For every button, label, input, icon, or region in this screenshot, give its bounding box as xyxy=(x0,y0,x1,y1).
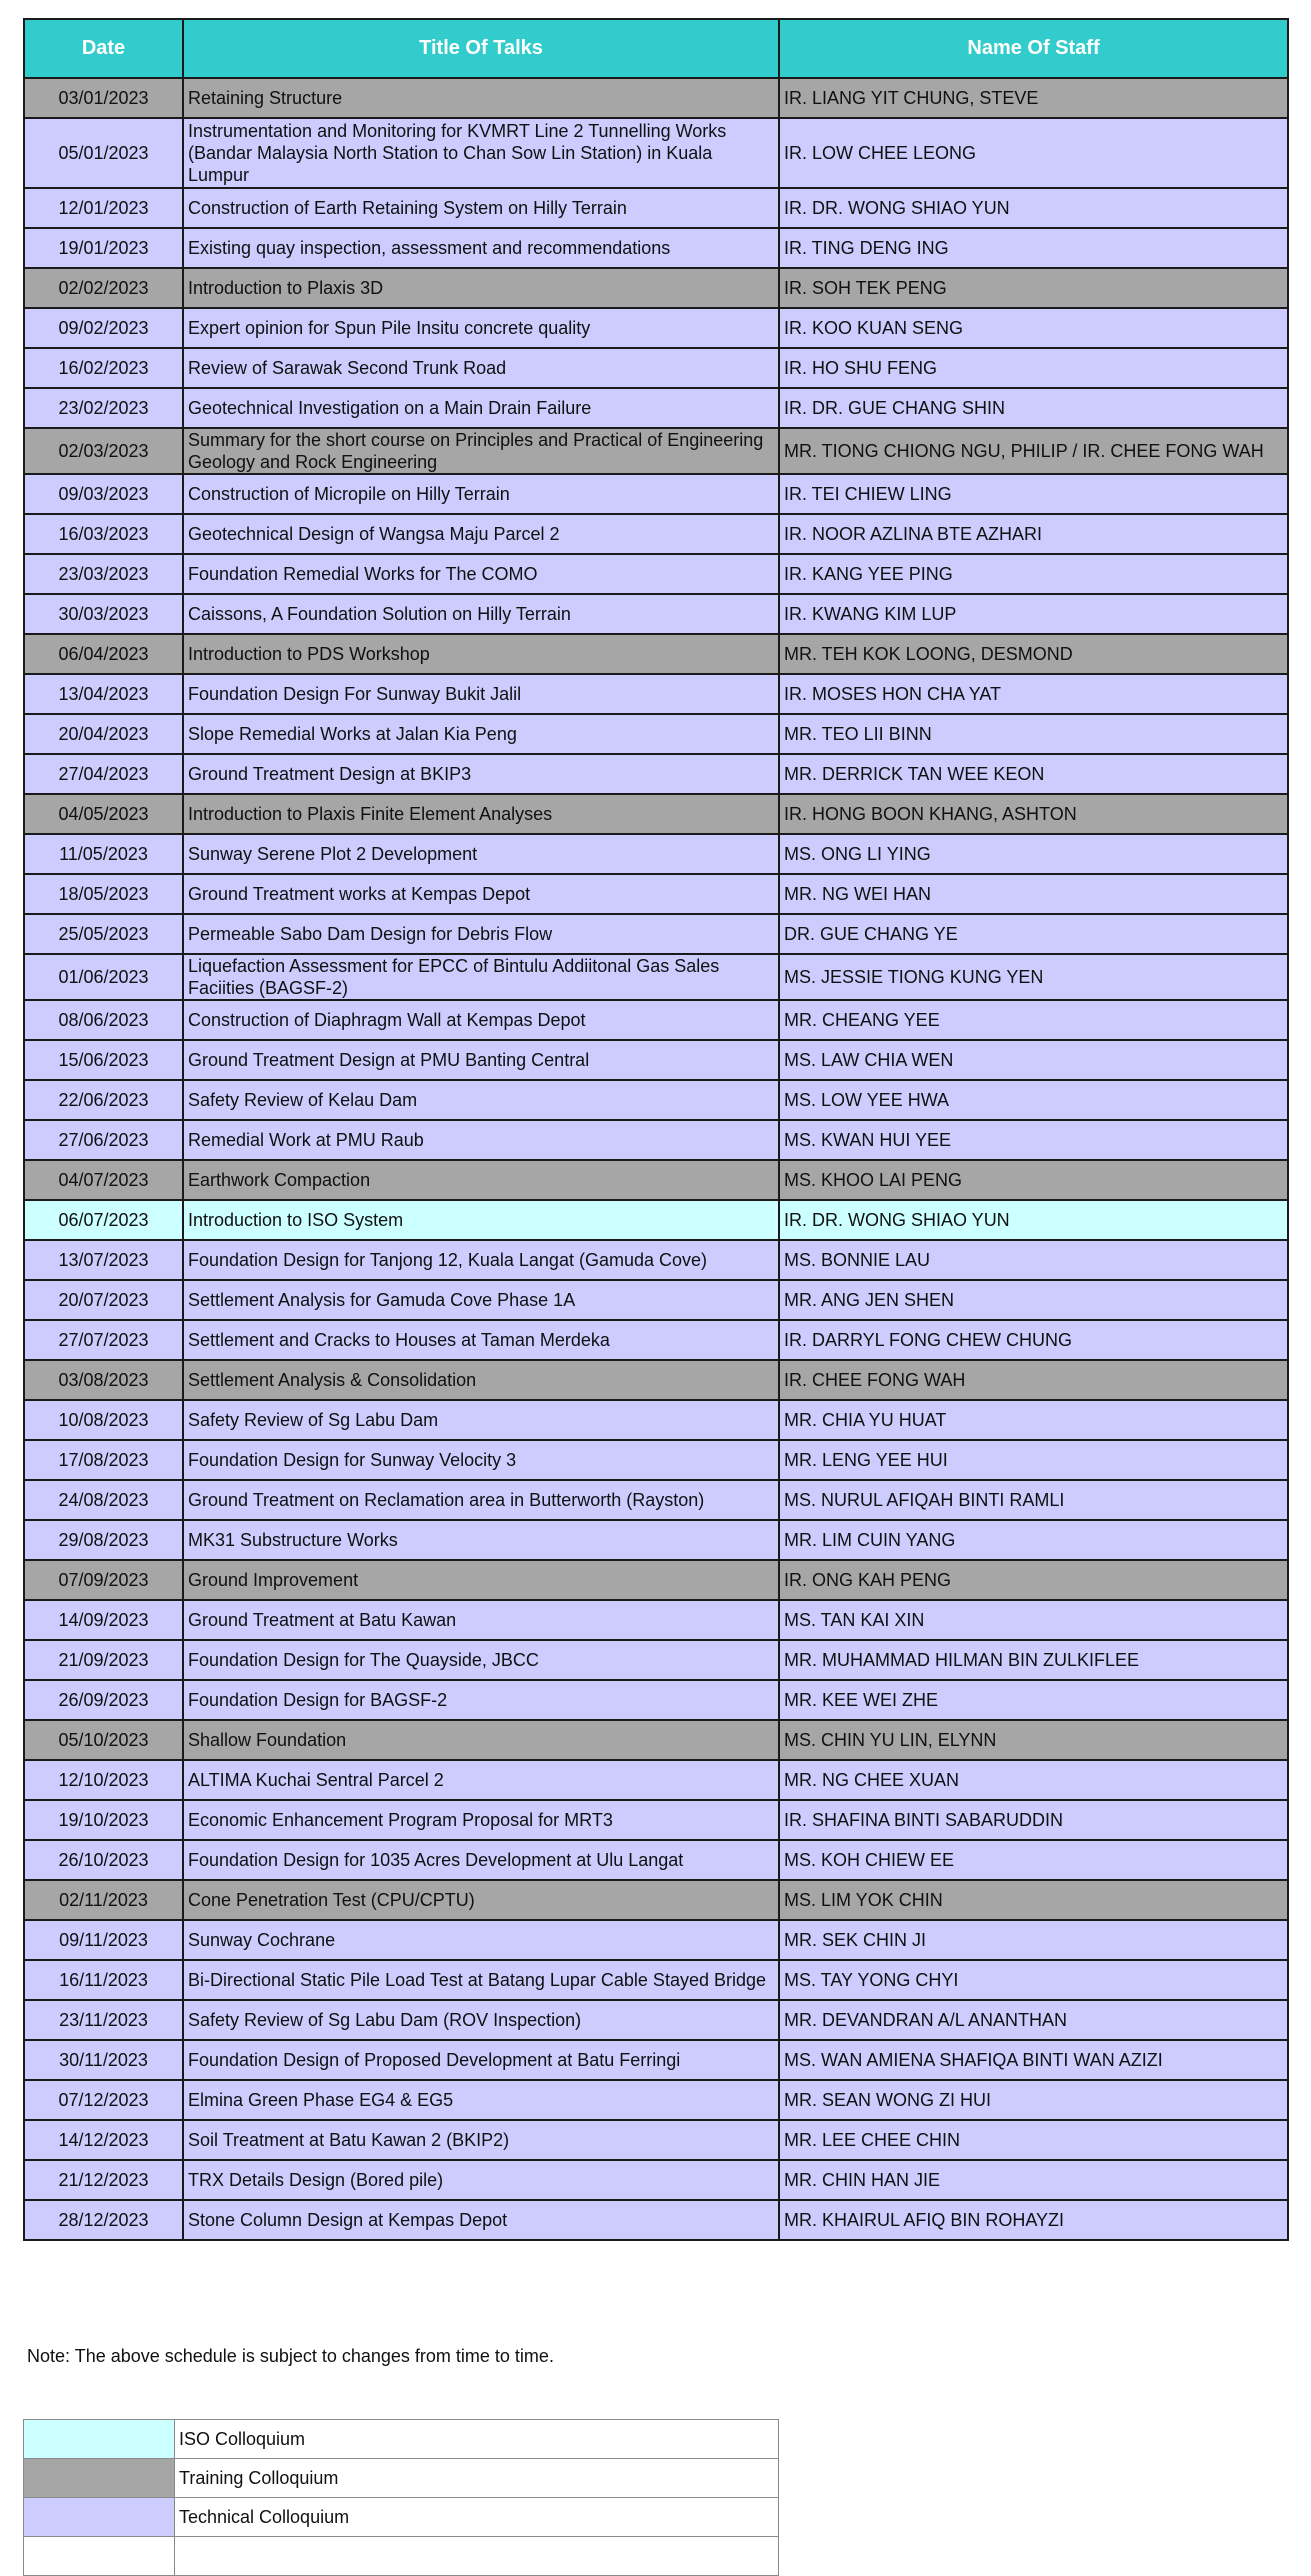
title-cell: Remedial Work at PMU Raub xyxy=(183,1120,779,1160)
date-cell: 27/06/2023 xyxy=(24,1120,183,1160)
table-row xyxy=(24,78,1288,118)
date-cell: 05/10/2023 xyxy=(24,1720,183,1760)
staff-cell: IR. DR. WONG SHIAO YUN xyxy=(779,1200,1288,1240)
date-cell: 16/11/2023 xyxy=(24,1960,183,2000)
title-cell: Introduction to PDS Workshop xyxy=(183,634,779,674)
date-cell: 13/07/2023 xyxy=(24,1240,183,1280)
table-row xyxy=(24,1600,1288,1640)
table-row xyxy=(24,1920,1288,1960)
staff-cell: MR. NG WEI HAN xyxy=(779,874,1288,914)
title-cell: Stone Column Design at Kempas Depot xyxy=(183,2200,779,2240)
date-cell: 07/09/2023 xyxy=(24,1560,183,1600)
table-row xyxy=(24,1080,1288,1120)
table-row xyxy=(24,1320,1288,1360)
title-cell: Caissons, A Foundation Solution on Hilly Terrain xyxy=(183,594,779,634)
table-row xyxy=(24,594,1288,634)
staff-cell: IR. KANG YEE PING xyxy=(779,554,1288,594)
legend-swatch-iso xyxy=(24,2420,175,2459)
date-cell: 07/12/2023 xyxy=(24,2080,183,2120)
title-cell: Slope Remedial Works at Jalan Kia Peng xyxy=(183,714,779,754)
table-row xyxy=(24,2120,1288,2160)
date-cell: 02/11/2023 xyxy=(24,1880,183,1920)
staff-cell: IR. MOSES HON CHA YAT xyxy=(779,674,1288,714)
schedule-note: Note: The above schedule is subject to changes from time to time. xyxy=(27,2346,554,2366)
date-cell: 20/07/2023 xyxy=(24,1280,183,1320)
staff-cell: MR. CHIA YU HUAT xyxy=(779,1400,1288,1440)
staff-header: Name Of Staff xyxy=(779,19,1288,78)
staff-cell: IR. SOH TEK PENG xyxy=(779,268,1288,308)
date-cell: 21/09/2023 xyxy=(24,1640,183,1680)
date-cell: 28/12/2023 xyxy=(24,2200,183,2240)
date-cell: 17/08/2023 xyxy=(24,1440,183,1480)
legend-label: Technical Colloquium xyxy=(175,2498,779,2537)
table-row xyxy=(24,954,1288,1000)
title-cell: Instrumentation and Monitoring for KVMRT Line 2 Tunnelling Works (Bandar Malaysia North Station to Chan Sow Lin Station) in Kuala Lumpur xyxy=(183,118,779,188)
title-cell: Economic Enhancement Program Proposal for MRT3 xyxy=(183,1800,779,1840)
staff-cell: IR. LOW CHEE LEONG xyxy=(779,118,1288,188)
title-cell: Sunway Cochrane xyxy=(183,1920,779,1960)
staff-cell: MS. LAW CHIA WEN xyxy=(779,1040,1288,1080)
date-cell: 23/02/2023 xyxy=(24,388,183,428)
staff-cell: MR. DEVANDRAN A/L ANANTHAN xyxy=(779,2000,1288,2040)
table-row xyxy=(24,1560,1288,1600)
title-cell: Permeable Sabo Dam Design for Debris Flow xyxy=(183,914,779,954)
table-row xyxy=(24,2200,1288,2240)
title-cell: Foundation Design of Proposed Development at Batu Ferringi xyxy=(183,2040,779,2080)
table-row xyxy=(24,1360,1288,1400)
title-cell: Shallow Foundation xyxy=(183,1720,779,1760)
staff-cell: MS. CHIN YU LIN, ELYNN xyxy=(779,1720,1288,1760)
table-row xyxy=(24,1440,1288,1480)
table-row xyxy=(24,188,1288,228)
table-row xyxy=(24,794,1288,834)
date-cell: 29/08/2023 xyxy=(24,1520,183,1560)
date-cell: 14/09/2023 xyxy=(24,1600,183,1640)
legend-swatch-empty xyxy=(24,2537,175,2576)
schedule-table xyxy=(23,18,1289,2241)
header-row xyxy=(24,19,1288,78)
legend-label: Training Colloquium xyxy=(175,2459,779,2498)
table-row xyxy=(24,2040,1288,2080)
title-cell: Foundation Design for Sunway Velocity 3 xyxy=(183,1440,779,1480)
title-cell: Foundation Design for The Quayside, JBCC xyxy=(183,1640,779,1680)
date-cell: 27/04/2023 xyxy=(24,754,183,794)
date-cell: 03/08/2023 xyxy=(24,1360,183,1400)
title-cell: Ground Improvement xyxy=(183,1560,779,1600)
staff-cell: MS. KOH CHIEW EE xyxy=(779,1840,1288,1880)
table-row xyxy=(24,1960,1288,2000)
title-cell: Construction of Earth Retaining System on Hilly Terrain xyxy=(183,188,779,228)
table-row xyxy=(24,1280,1288,1320)
title-cell: Ground Treatment Design at BKIP3 xyxy=(183,754,779,794)
staff-cell: MR. DERRICK TAN WEE KEON xyxy=(779,754,1288,794)
date-cell: 05/01/2023 xyxy=(24,118,183,188)
staff-cell: MR. LENG YEE HUI xyxy=(779,1440,1288,1480)
legend-swatch-training xyxy=(24,2459,175,2498)
title-cell: Safety Review of Kelau Dam xyxy=(183,1080,779,1120)
staff-cell: MR. LEE CHEE CHIN xyxy=(779,2120,1288,2160)
table-row xyxy=(24,1520,1288,1560)
date-cell: 25/05/2023 xyxy=(24,914,183,954)
table-row xyxy=(24,1040,1288,1080)
table-row xyxy=(24,268,1288,308)
date-cell: 09/02/2023 xyxy=(24,308,183,348)
table-row xyxy=(24,474,1288,514)
title-cell: Expert opinion for Spun Pile Insitu concrete quality xyxy=(183,308,779,348)
date-cell: 20/04/2023 xyxy=(24,714,183,754)
date-cell: 08/06/2023 xyxy=(24,1000,183,1040)
table-row xyxy=(24,874,1288,914)
title-cell: Ground Treatment works at Kempas Depot xyxy=(183,874,779,914)
schedule-body xyxy=(24,78,1288,2240)
title-cell: Retaining Structure xyxy=(183,78,779,118)
table-row xyxy=(24,1640,1288,1680)
legend-label-empty xyxy=(175,2537,779,2576)
legend-row-empty xyxy=(24,2537,779,2576)
staff-cell: MR. TEO LII BINN xyxy=(779,714,1288,754)
table-row xyxy=(24,1880,1288,1920)
date-cell: 22/06/2023 xyxy=(24,1080,183,1120)
table-row xyxy=(24,1000,1288,1040)
table-row xyxy=(24,1760,1288,1800)
date-cell: 21/12/2023 xyxy=(24,2160,183,2200)
staff-cell: MR. TEH KOK LOONG, DESMOND xyxy=(779,634,1288,674)
staff-cell: MS. KHOO LAI PENG xyxy=(779,1160,1288,1200)
title-cell: Ground Treatment at Batu Kawan xyxy=(183,1600,779,1640)
staff-cell: MR. SEK CHIN JI xyxy=(779,1920,1288,1960)
staff-cell: IR. HONG BOON KHANG, ASHTON xyxy=(779,794,1288,834)
staff-cell: MS. BONNIE LAU xyxy=(779,1240,1288,1280)
date-cell: 03/01/2023 xyxy=(24,78,183,118)
staff-cell: IR. DARRYL FONG CHEW CHUNG xyxy=(779,1320,1288,1360)
staff-cell: MS. TAN KAI XIN xyxy=(779,1600,1288,1640)
table-row xyxy=(24,1680,1288,1720)
staff-cell: IR. CHEE FONG WAH xyxy=(779,1360,1288,1400)
date-cell: 11/05/2023 xyxy=(24,834,183,874)
staff-cell: MS. NURUL AFIQAH BINTI RAMLI xyxy=(779,1480,1288,1520)
date-cell: 23/11/2023 xyxy=(24,2000,183,2040)
title-cell: Cone Penetration Test (CPU/CPTU) xyxy=(183,1880,779,1920)
date-cell: 18/05/2023 xyxy=(24,874,183,914)
staff-cell: IR. DR. WONG SHIAO YUN xyxy=(779,188,1288,228)
table-row xyxy=(24,1200,1288,1240)
date-cell: 01/06/2023 xyxy=(24,954,183,1000)
title-cell: Sunway Serene Plot 2 Development xyxy=(183,834,779,874)
date-cell: 12/01/2023 xyxy=(24,188,183,228)
staff-cell: MR. LIM CUIN YANG xyxy=(779,1520,1288,1560)
staff-cell: MR. CHIN HAN JIE xyxy=(779,2160,1288,2200)
table-row xyxy=(24,1400,1288,1440)
date-cell: 06/04/2023 xyxy=(24,634,183,674)
title-cell: Soil Treatment at Batu Kawan 2 (BKIP2) xyxy=(183,2120,779,2160)
date-header: Date xyxy=(24,19,183,78)
staff-cell: MS. ONG LI YING xyxy=(779,834,1288,874)
table-row xyxy=(24,634,1288,674)
table-row xyxy=(24,2000,1288,2040)
title-header: Title Of Talks xyxy=(183,19,779,78)
table-row xyxy=(24,428,1288,474)
staff-cell: IR. TING DENG ING xyxy=(779,228,1288,268)
title-cell: Foundation Remedial Works for The COMO xyxy=(183,554,779,594)
staff-cell: MR. CHEANG YEE xyxy=(779,1000,1288,1040)
date-cell: 15/06/2023 xyxy=(24,1040,183,1080)
legend-label: ISO Colloquium xyxy=(175,2420,779,2459)
date-cell: 13/04/2023 xyxy=(24,674,183,714)
table-row xyxy=(24,348,1288,388)
title-cell: Ground Treatment on Reclamation area in Butterworth (Rayston) xyxy=(183,1480,779,1520)
legend-table xyxy=(23,2419,779,2576)
table-row xyxy=(24,1840,1288,1880)
legend-row xyxy=(24,2498,779,2537)
table-row xyxy=(24,1800,1288,1840)
table-row xyxy=(24,228,1288,268)
staff-cell: MR. NG CHEE XUAN xyxy=(779,1760,1288,1800)
title-cell: Foundation Design for 1035 Acres Development at Ulu Langat xyxy=(183,1840,779,1880)
title-cell: Existing quay inspection, assessment and recommendations xyxy=(183,228,779,268)
legend-row xyxy=(24,2459,779,2498)
staff-cell: IR. KOO KUAN SENG xyxy=(779,308,1288,348)
date-cell: 02/02/2023 xyxy=(24,268,183,308)
title-cell: Settlement Analysis for Gamuda Cove Phase 1A xyxy=(183,1280,779,1320)
title-cell: Liquefaction Assessment for EPCC of Bintulu Addiitonal Gas Sales Faciities (BAGSF-2) xyxy=(183,954,779,1000)
date-cell: 26/10/2023 xyxy=(24,1840,183,1880)
table-row xyxy=(24,1720,1288,1760)
staff-cell: MR. MUHAMMAD HILMAN BIN ZULKIFLEE xyxy=(779,1640,1288,1680)
table-row xyxy=(24,674,1288,714)
title-cell: Safety Review of Sg Labu Dam (ROV Inspection) xyxy=(183,2000,779,2040)
table-row xyxy=(24,1120,1288,1160)
title-cell: TRX Details Design (Bored pile) xyxy=(183,2160,779,2200)
date-cell: 26/09/2023 xyxy=(24,1680,183,1720)
date-cell: 14/12/2023 xyxy=(24,2120,183,2160)
staff-cell: MR. SEAN WONG ZI HUI xyxy=(779,2080,1288,2120)
staff-cell: MR. TIONG CHIONG NGU, PHILIP / IR. CHEE FONG WAH xyxy=(779,428,1288,474)
table-row xyxy=(24,388,1288,428)
title-cell: Ground Treatment Design at PMU Banting Central xyxy=(183,1040,779,1080)
date-cell: 27/07/2023 xyxy=(24,1320,183,1360)
date-cell: 30/11/2023 xyxy=(24,2040,183,2080)
title-cell: Safety Review of Sg Labu Dam xyxy=(183,1400,779,1440)
staff-cell: IR. KWANG KIM LUP xyxy=(779,594,1288,634)
staff-cell: MS. TAY YONG CHYI xyxy=(779,1960,1288,2000)
staff-cell: IR. SHAFINA BINTI SABARUDDIN xyxy=(779,1800,1288,1840)
table-row xyxy=(24,1240,1288,1280)
title-cell: Construction of Diaphragm Wall at Kempas Depot xyxy=(183,1000,779,1040)
date-cell: 12/10/2023 xyxy=(24,1760,183,1800)
date-cell: 24/08/2023 xyxy=(24,1480,183,1520)
title-cell: MK31 Substructure Works xyxy=(183,1520,779,1560)
table-row xyxy=(24,2160,1288,2200)
title-cell: Elmina Green Phase EG4 & EG5 xyxy=(183,2080,779,2120)
title-cell: Introduction to Plaxis 3D xyxy=(183,268,779,308)
title-cell: Foundation Design for Tanjong 12, Kuala Langat (Gamuda Cove) xyxy=(183,1240,779,1280)
staff-cell: MR. ANG JEN SHEN xyxy=(779,1280,1288,1320)
staff-cell: MS. JESSIE TIONG KUNG YEN xyxy=(779,954,1288,1000)
table-row xyxy=(24,2080,1288,2120)
date-cell: 30/03/2023 xyxy=(24,594,183,634)
staff-cell: IR. HO SHU FENG xyxy=(779,348,1288,388)
staff-cell: DR. GUE CHANG YE xyxy=(779,914,1288,954)
legend-body xyxy=(24,2420,779,2576)
table-row xyxy=(24,118,1288,188)
title-cell: Settlement and Cracks to Houses at Taman Merdeka xyxy=(183,1320,779,1360)
title-cell: Geotechnical Design of Wangsa Maju Parcel 2 xyxy=(183,514,779,554)
title-cell: Bi-Directional Static Pile Load Test at Batang Lupar Cable Stayed Bridge xyxy=(183,1960,779,2000)
title-cell: Earthwork Compaction xyxy=(183,1160,779,1200)
staff-cell: IR. DR. GUE CHANG SHIN xyxy=(779,388,1288,428)
title-cell: Introduction to ISO System xyxy=(183,1200,779,1240)
date-cell: 16/03/2023 xyxy=(24,514,183,554)
title-cell: Geotechnical Investigation on a Main Drain Failure xyxy=(183,388,779,428)
staff-cell: IR. NOOR AZLINA BTE AZHARI xyxy=(779,514,1288,554)
staff-cell: MS. LOW YEE HWA xyxy=(779,1080,1288,1120)
table-row xyxy=(24,514,1288,554)
date-cell: 02/03/2023 xyxy=(24,428,183,474)
title-cell: Foundation Design for BAGSF-2 xyxy=(183,1680,779,1720)
title-cell: Summary for the short course on Principles and Practical of Engineering Geology and Rock Engineering xyxy=(183,428,779,474)
staff-cell: MR. KHAIRUL AFIQ BIN ROHAYZI xyxy=(779,2200,1288,2240)
title-cell: Settlement Analysis & Consolidation xyxy=(183,1360,779,1400)
table-row xyxy=(24,1160,1288,1200)
date-cell: 06/07/2023 xyxy=(24,1200,183,1240)
title-cell: Construction of Micropile on Hilly Terrain xyxy=(183,474,779,514)
staff-cell: MS. LIM YOK CHIN xyxy=(779,1880,1288,1920)
legend-row xyxy=(24,2420,779,2459)
table-row xyxy=(24,914,1288,954)
date-cell: 09/11/2023 xyxy=(24,1920,183,1960)
staff-cell: MS. WAN AMIENA SHAFIQA BINTI WAN AZIZI xyxy=(779,2040,1288,2080)
date-cell: 04/05/2023 xyxy=(24,794,183,834)
table-row xyxy=(24,308,1288,348)
staff-cell: MS. KWAN HUI YEE xyxy=(779,1120,1288,1160)
staff-cell: IR. ONG KAH PENG xyxy=(779,1560,1288,1600)
table-row xyxy=(24,754,1288,794)
title-cell: ALTIMA Kuchai Sentral Parcel 2 xyxy=(183,1760,779,1800)
date-cell: 19/01/2023 xyxy=(24,228,183,268)
date-cell: 23/03/2023 xyxy=(24,554,183,594)
table-row xyxy=(24,834,1288,874)
title-cell: Introduction to Plaxis Finite Element Analyses xyxy=(183,794,779,834)
legend-swatch-technical xyxy=(24,2498,175,2537)
staff-cell: MR. KEE WEI ZHE xyxy=(779,1680,1288,1720)
staff-cell: IR. LIANG YIT CHUNG, STEVE xyxy=(779,78,1288,118)
date-cell: 04/07/2023 xyxy=(24,1160,183,1200)
title-cell: Foundation Design For Sunway Bukit Jalil xyxy=(183,674,779,714)
date-cell: 19/10/2023 xyxy=(24,1800,183,1840)
date-cell: 16/02/2023 xyxy=(24,348,183,388)
table-row xyxy=(24,554,1288,594)
table-row xyxy=(24,1480,1288,1520)
table-row xyxy=(24,714,1288,754)
date-cell: 09/03/2023 xyxy=(24,474,183,514)
title-cell: Review of Sarawak Second Trunk Road xyxy=(183,348,779,388)
date-cell: 10/08/2023 xyxy=(24,1400,183,1440)
staff-cell: IR. TEI CHIEW LING xyxy=(779,474,1288,514)
